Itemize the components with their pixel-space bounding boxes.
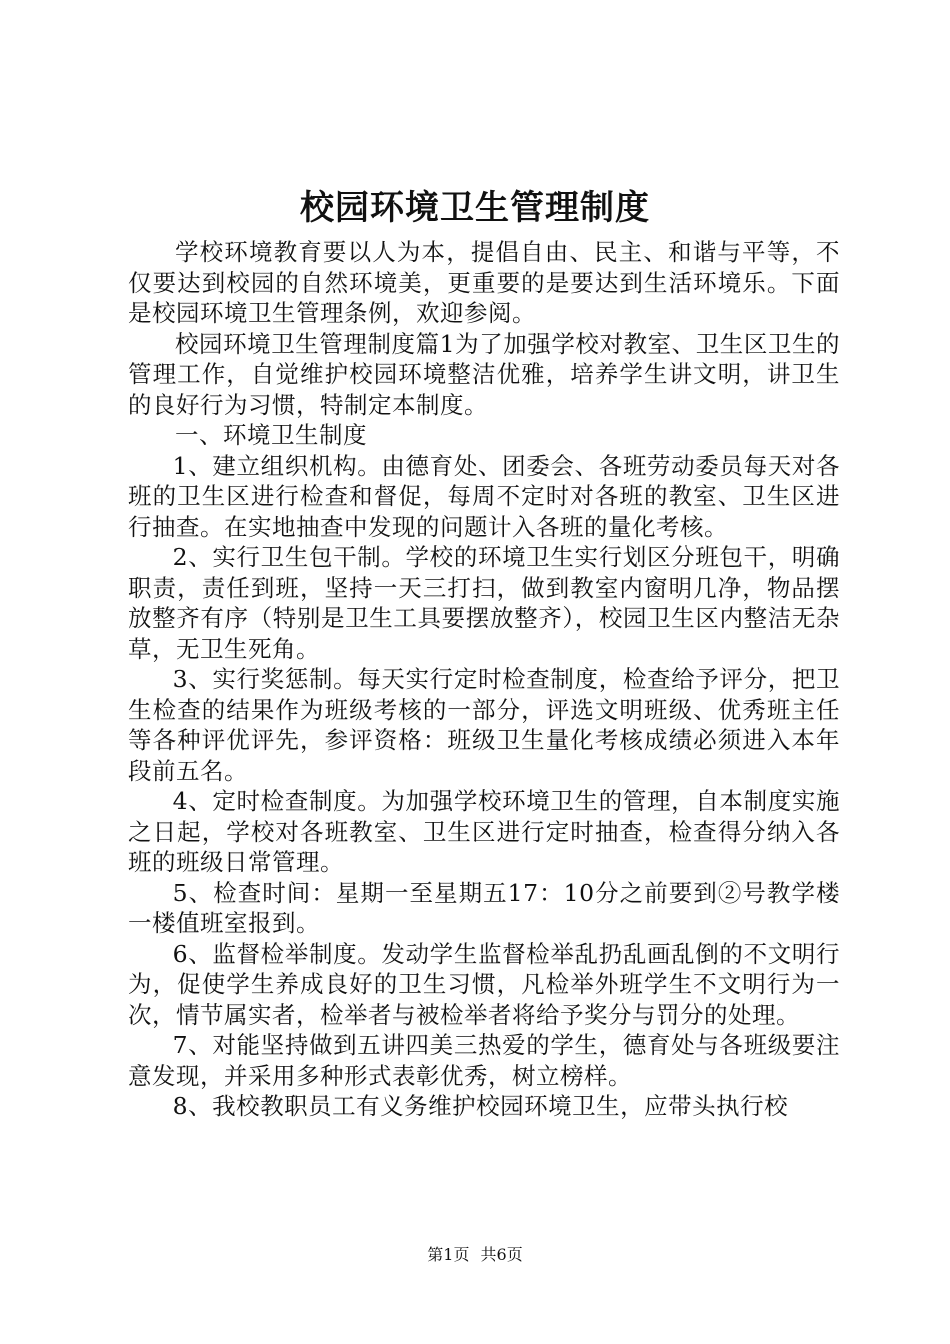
page-number-current: 第1页 bbox=[427, 1245, 470, 1264]
paragraph-intro: 学校环境教育要以人为本，提倡自由、民主、和谐与平等，不仅要达到校园的自然环境美，更重要的是要达到生活环境乐。下面是校园环境卫生管理条例，欢迎参阅。 bbox=[128, 238, 840, 327]
rule-item-6: 6、监督检举制度。发动学生监督检举乱扔乱画乱倒的不文明行为，促使学生养成良好的卫生习惯，凡检举外班学生不文明行为一次，情节属实者，检举者与被检举者将给予奖分与罚分的处理。 bbox=[128, 939, 840, 1029]
section-heading: 一、环境卫生制度 bbox=[175, 421, 367, 449]
rule-item-8: 8、我校教职员工有义务维护校园环境卫生，应带头执行校 bbox=[172, 1092, 789, 1120]
rule-item-3: 3、实行奖惩制。每天实行定时检查制度，检查给予评分，把卫生检查的结果作为班级考核的一部分，评选文明班级、优秀班主任等各种评优评先，参评资格：班级卫生量化考核成绩必须进入本年段前五名。 bbox=[128, 665, 840, 785]
rule-item-4: 4、定时检查制度。为加强学校环境卫生的管理，自本制度实施之日起，学校对各班教室、卫生区进行定时抽查，检查得分纳入各班的班级日常管理。 bbox=[128, 787, 840, 876]
rule-item-2: 2、实行卫生包干制。学校的环境卫生实行划区分班包干，明确职责，责任到班，坚持一天三打扫，做到教室内窗明几净，物品摆放整齐有序（特别是卫生工具要摆放整齐），校园卫生区内整洁无杂草，无卫生死角。 bbox=[128, 543, 840, 663]
page-footer bbox=[0, 1244, 950, 1266]
rule-item-7: 7、对能坚持做到五讲四美三热爱的学生，德育处与各班级要注意发现，并采用多种形式表彰优秀，树立榜样。 bbox=[128, 1031, 840, 1090]
rule-item-1: 1、建立组织机构。由德育处、团委会、各班劳动委员每天对各班的卫生区进行检查和督促，每周不定时对各班的教室、卫生区进行抽查。在实地抽查中发现的问题计入各班的量化考核。 bbox=[128, 451, 840, 541]
rule-item-5: 5、检查时间：星期一至星期五17：10分之前要到②号教学楼一楼值班室报到。 bbox=[128, 878, 840, 937]
document-title: 校园环境卫生管理制度 bbox=[300, 188, 650, 228]
document-body bbox=[128, 237, 840, 1122]
paragraph-purpose: 校园环境卫生管理制度篇1为了加强学校对教室、卫生区卫生的管理工作，自觉维护校园环境整洁优雅，培养学生讲文明，讲卫生的良好行为习惯，特制定本制度。 bbox=[128, 329, 840, 419]
page-number-total: 共6页 bbox=[480, 1245, 523, 1264]
